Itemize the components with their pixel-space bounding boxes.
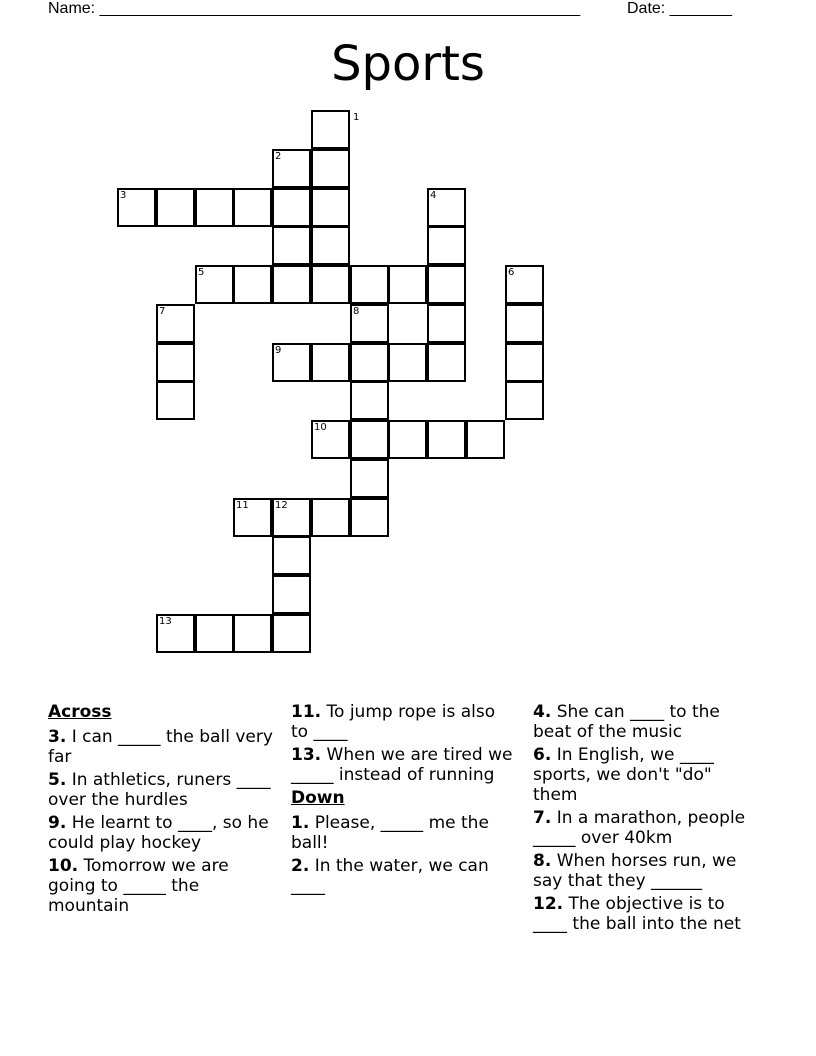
grid-cell[interactable] [311,149,350,188]
grid-cell[interactable] [272,614,311,653]
grid-cell[interactable] [427,304,466,343]
grid-cell[interactable] [156,188,195,227]
clue-text: In a marathon, people _____ over 40km [533,808,746,848]
grid-cell[interactable] [311,110,350,149]
clue-number-8: 8 [353,306,360,317]
clue-number-2: 2 [275,151,282,162]
clue-number: 10. [48,856,79,876]
grid-cell[interactable] [311,498,350,537]
clue-number-1: 1 [353,112,360,123]
grid-cell[interactable] [350,343,389,382]
grid-cell[interactable] [388,265,427,304]
clue-number-13: 13 [159,616,172,627]
clue-text: In athletics, runers ____ over the hurdles [48,770,271,810]
clue-number: 4. [533,702,552,722]
clue-number-3: 3 [120,190,127,201]
clue-text: He learnt to ____, so he could play hockey [48,813,269,853]
grid-cell[interactable] [311,226,350,265]
down-clue [291,813,517,853]
grid-cell[interactable] [427,226,466,265]
puzzle-title: Sports [331,36,485,92]
grid-cell[interactable] [350,265,389,304]
across-clue [48,856,274,916]
grid-cell[interactable] [311,343,350,382]
clue-number-10: 10 [314,422,327,433]
clue-number: 5. [48,770,67,790]
clue-number: 9. [48,813,67,833]
clue-text: Please, _____ me the ball! [291,813,489,853]
grid-cell[interactable] [233,265,272,304]
grid-cell[interactable] [233,188,272,227]
down-clue [533,745,759,805]
grid-cell[interactable] [388,420,427,459]
down-clue [533,894,759,934]
grid-cell[interactable] [195,614,234,653]
clue-number-9: 9 [275,345,282,356]
down-clue [291,856,517,896]
grid-cell[interactable] [272,575,311,614]
clues-column-1 [48,702,274,919]
down-clue [533,851,759,891]
across-clue [291,702,517,742]
across-clue [291,745,517,785]
grid-cell[interactable] [272,265,311,304]
clue-number: 11. [291,702,322,722]
across-clue [48,727,274,767]
clue-number-7: 7 [159,306,166,317]
grid-cell[interactable] [311,265,350,304]
grid-cell[interactable] [156,381,195,420]
name-field-label: Name: ______________________________________________________ [48,0,581,17]
grid-cell[interactable] [505,343,544,382]
grid-cell[interactable] [311,188,350,227]
grid-cell[interactable] [156,343,195,382]
across-heading: Across [48,702,112,722]
clue-text: In the water, we can ____ [291,856,489,896]
clue-number: 2. [291,856,310,876]
clue-number-6: 6 [508,267,515,278]
clue-text: To jump rope is also to ____ [291,702,496,742]
down-clue-list-continued [533,702,759,934]
clue-number: 8. [533,851,552,871]
clue-number-5: 5 [198,267,205,278]
clues-column-3 [533,702,759,937]
grid-cell[interactable] [427,420,466,459]
clue-number: 6. [533,745,552,765]
down-clue [533,702,759,742]
clue-text: In English, we ____ sports, we don't "do" them [533,745,714,805]
date-field-label: Date: _______ [627,0,732,17]
grid-cell[interactable] [350,459,389,498]
down-clue-list [291,813,517,896]
clue-number-4: 4 [430,190,437,201]
clue-text: When we are tired we _____ instead of running [291,745,513,785]
clues-column-2 [291,702,517,899]
grid-cell[interactable] [388,343,427,382]
clue-text: She can ____ to the beat of the music [533,702,720,742]
clue-number: 1. [291,813,310,833]
grid-cell[interactable] [505,381,544,420]
grid-cell[interactable] [350,420,389,459]
clue-number-12: 12 [275,500,288,511]
grid-cell[interactable] [350,498,389,537]
across-clue [48,813,274,853]
across-clue-list [48,727,274,916]
grid-cell[interactable] [272,188,311,227]
clue-number: 13. [291,745,322,765]
grid-cell[interactable] [195,188,234,227]
clue-number: 7. [533,808,552,828]
clue-number-11: 11 [236,500,249,511]
grid-cell[interactable] [233,614,272,653]
grid-cell[interactable] [466,420,505,459]
grid-cell[interactable] [427,343,466,382]
grid-cell[interactable] [272,536,311,575]
clue-text: Tomorrow we are going to _____ the mountain [48,856,229,916]
grid-cell[interactable] [350,381,389,420]
clue-text: When horses run, we say that they ______ [533,851,737,891]
down-heading: Down [291,788,345,808]
across-clue [48,770,274,810]
down-clue [533,808,759,848]
across-clue-list-continued [291,702,517,785]
clue-number: 12. [533,894,564,914]
clue-text: I can _____ the ball very far [48,727,273,767]
grid-cell[interactable] [505,304,544,343]
clue-text: The objective is to ____ the ball into the net [533,894,741,934]
clue-number: 3. [48,727,67,747]
grid-cell[interactable] [427,265,466,304]
grid-cell[interactable] [272,226,311,265]
